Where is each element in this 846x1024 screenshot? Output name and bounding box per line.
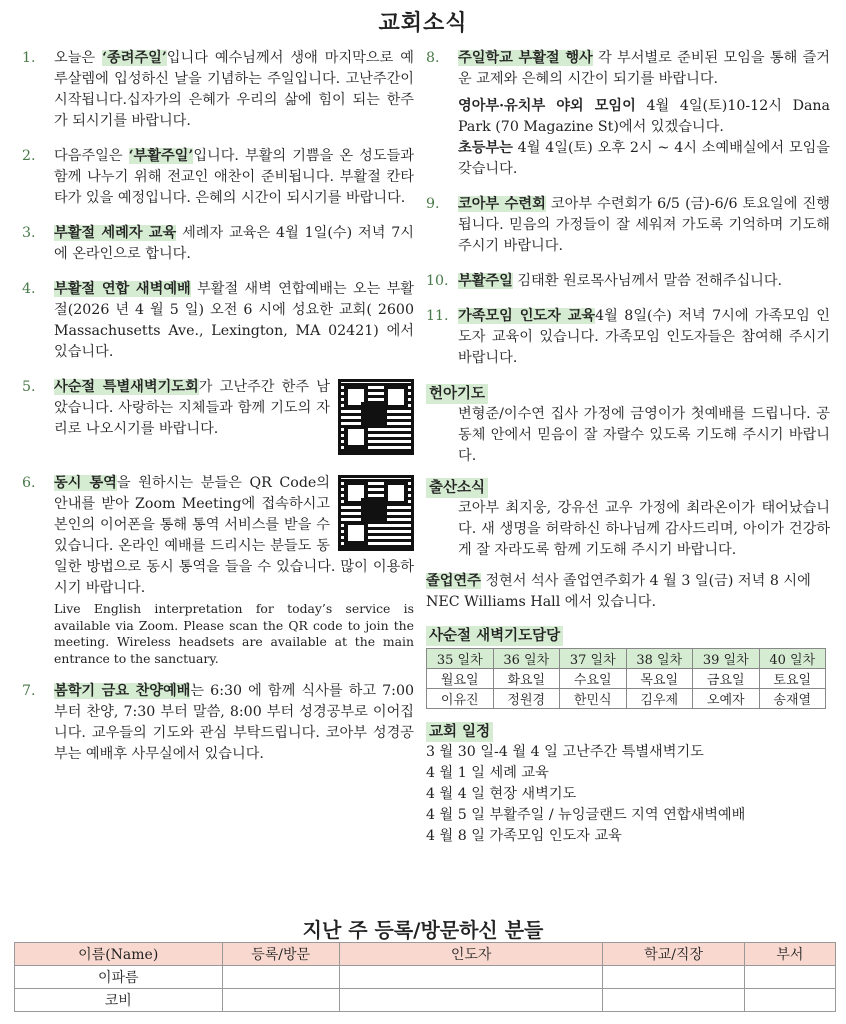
registration-cell xyxy=(222,989,339,1012)
dawn-prayer-section xyxy=(426,625,830,709)
birth-news-heading: 출산소식 xyxy=(426,478,488,498)
news-item xyxy=(22,279,414,363)
item-number: 1. xyxy=(22,50,36,66)
item-text xyxy=(54,681,414,765)
dawn-cell: 40 일차 xyxy=(759,649,826,669)
item-text xyxy=(54,473,414,667)
dawn-cell: 37 일차 xyxy=(560,649,627,669)
dawn-cell: 오예자 xyxy=(693,689,760,709)
item-text xyxy=(54,279,414,363)
church-schedule xyxy=(426,721,830,847)
news-item xyxy=(426,48,830,90)
news-item xyxy=(22,473,414,667)
item-number: 4. xyxy=(22,281,36,297)
schedule-line: 4 월 5 일 부활주일 / 뉴잉글랜드 지역 연합새벽예배 xyxy=(426,807,746,823)
registration-header: 등록/방문 xyxy=(222,943,339,966)
item8-details xyxy=(426,96,830,180)
item-text xyxy=(54,146,414,209)
sub-highlight: 초등부는 xyxy=(458,140,513,156)
item-body: 입니다. 부활의 기쁨을 온 성도들과 함께 나누기 위해 전교인 애찬이 준비됩니다. 부활절 칸타타가 있을 예정입니다. 은혜의 시간이 되시기를 바랍니다. xyxy=(54,148,414,206)
item-highlight: 주일학교 부활절 행사 xyxy=(458,50,593,66)
item-body: 는 6:30 에 함께 식사를 하고 7:00 부터 찬양, 7:30 부터 말씀, 8:00 부터 성경공부로 이어집니다. 교우들의 기도와 관심 부탁드립니다. 코아부 성경공부는 예배후 사무실에서 있습니다. xyxy=(54,683,414,762)
item-highlight: 부활절 연합 새벽예배 xyxy=(54,281,191,297)
registration-cell xyxy=(603,966,744,989)
qr-code xyxy=(338,475,414,551)
schedule-line: 4 월 8 일 가족모임 인도자 교육 xyxy=(426,828,622,844)
registration-cell: 이파름 xyxy=(15,966,223,989)
registration-header: 학교/직장 xyxy=(603,943,744,966)
birth-news xyxy=(426,477,830,561)
dawn-cell: 목요일 xyxy=(626,669,693,689)
schedule-line: 3 월 30 일-4 월 4 일 고난주간 특별새벽기도 xyxy=(426,744,704,760)
dawn-cell: 화요일 xyxy=(493,669,560,689)
dawn-cell: 38 일차 xyxy=(626,649,693,669)
registration-cell xyxy=(744,966,835,989)
schedule-line: 4 월 1 일 세례 교육 xyxy=(426,765,549,781)
item-number: 10. xyxy=(426,273,449,289)
dawn-cell: 수요일 xyxy=(560,669,627,689)
registration-cell xyxy=(603,989,744,1012)
offering-prayer-text: 변형준/이수연 집사 가정에 금영이가 첫예배를 드립니다. 공동체 안에서 믿음이 잘 자랄수 있도록 기도해 주시기 바랍니다. xyxy=(458,406,830,464)
item-text xyxy=(54,48,414,132)
offering-prayer-heading: 헌아기도 xyxy=(426,384,488,404)
item-number: 8. xyxy=(426,50,440,66)
dawn-cell: 김우제 xyxy=(626,689,693,709)
item-body: 각 부서별로 준비된 모임을 통해 즐거운 교제와 은혜의 시간이 되기를 바랍니다. xyxy=(458,50,830,87)
item-number: 5. xyxy=(22,379,36,395)
dawn-cell: 월요일 xyxy=(427,669,494,689)
item-highlight: 동시 통역 xyxy=(54,475,117,491)
dawn-cell: 36 일차 xyxy=(493,649,560,669)
item-body: 을 원하시는 분들은 QR Code의 안내를 받아 Zoom Meeting에 접속하시고 본인의 이어폰을 통해 통역 서비스를 받을 수 있습니다. 온라인 예배를 드리시는 분들도 동일한 방법으로 동시 통역을 들을 수 있습니다. 많이 이용하시기 바랍니다. xyxy=(54,475,414,596)
item-body: 4월 8일(수) 저녁 7시에 가족모임 인도자 교육이 있습니다. 가족모임 인도자들은 참여해 주시기 바랍니다. xyxy=(458,308,830,366)
item-number: 7. xyxy=(22,683,36,699)
recital-heading: 졸업연주 xyxy=(426,573,481,589)
item-text xyxy=(458,306,830,369)
item-highlight: 가족모임 인도자 교육 xyxy=(458,308,596,324)
item-body: 부활절 새벽 연합예배는 오는 부활절(2026 년 4 월 5 일) 오전 6 시에 성요한 교회( 2600 Massachusetts Ave., Lexington, MA 02421) 에서 있습니다. xyxy=(54,281,415,360)
item-body: 코아부 수련회가 6/5 (금)-6/6 토요일에 진행됩니다. 믿음의 가정들이 잘 세워져 가도록 기억하며 기도해 주시기 바랍니다. xyxy=(458,196,830,254)
item-text xyxy=(54,223,414,265)
dawn-cell: 정원경 xyxy=(493,689,560,709)
dawn-cell: 송재열 xyxy=(759,689,826,709)
right-column xyxy=(426,48,830,847)
dawn-cell: 한민식 xyxy=(560,689,627,709)
registration-cell xyxy=(339,966,603,989)
item-number: 3. xyxy=(22,225,36,241)
english-note: Live English interpretation for today’s service is available via Zoom. Please scan the QR code to join the meeting. Wireless headsets are available at the main entrance to the sanctuary. xyxy=(54,601,414,666)
sub-highlight: 영아부·유치부 야외 모임이 xyxy=(458,98,636,114)
table-row xyxy=(15,966,836,989)
dawn-heading: 사순절 새벽기도담당 xyxy=(426,626,563,646)
registration-cell xyxy=(744,989,835,1012)
item-body: 세례자 교육은 4월 1일(수) 저녁 7시에 온라인으로 합니다. xyxy=(54,225,415,262)
sub-text: 4월 4일(토)10-12시 Dana Park (70 Magazine St)에서 있겠습니다. xyxy=(458,98,830,135)
registration-header: 이름(Name) xyxy=(15,943,223,966)
dawn-table xyxy=(426,648,826,709)
news-item xyxy=(22,377,414,459)
schedule-line: 4 월 4 일 현장 새벽기도 xyxy=(426,786,577,802)
dawn-cell: 금요일 xyxy=(693,669,760,689)
registration-header: 부서 xyxy=(744,943,835,966)
item-number: 6. xyxy=(22,475,36,491)
registration-title: 지난 주 등록/방문하신 분들 xyxy=(302,918,544,942)
item-body: 가 고난주간 한주 남았습니다. 사랑하는 지체들과 함께 기도의 자리로 나오시기를 바랍니다. xyxy=(54,379,330,437)
item-body: 입니다 예수님께서 생애 마지막으로 예루살렘에 입성하신 날을 기념하는 주일입니다. 고난주간이 시작됩니다.십자가의 은혜가 우리의 삶에 힘이 되는 한주가 되시기를 바랍니다. xyxy=(54,50,414,129)
registration-table xyxy=(14,942,836,1012)
item-text xyxy=(458,271,830,292)
sub-text: 4월 4일(토) 오후 2시 ~ 4시 소예배실에서 모임을 갖습니다. xyxy=(458,140,830,177)
item-highlight: ‘종려주일’ xyxy=(102,50,167,66)
item-text xyxy=(458,48,830,90)
table-row xyxy=(15,989,836,1012)
dawn-cell: 토요일 xyxy=(759,669,826,689)
item-prefix: 오늘은 xyxy=(54,50,103,66)
birth-news-text: 코아부 최지웅, 강유선 교우 가정에 최라온이가 태어났습니다. 새 생명을 허락하신 하나님께 감사드리며, 아이가 건강하게 잘 자라도록 함께 기도해 주시기 바랍니다. xyxy=(458,500,830,558)
news-item xyxy=(426,306,830,369)
item-prefix: 다음주일은 xyxy=(54,148,129,164)
registration-cell xyxy=(222,966,339,989)
dawn-cell: 39 일차 xyxy=(693,649,760,669)
news-item xyxy=(22,223,414,265)
registration-cell xyxy=(339,989,603,1012)
item-highlight: 부활주일 xyxy=(458,273,513,289)
item-highlight: 봄학기 금요 찬양예배 xyxy=(54,683,191,699)
dawn-cell: 이유진 xyxy=(427,689,494,709)
page-title: 교회소식 xyxy=(378,10,468,36)
item-number: 2. xyxy=(22,148,36,164)
news-item xyxy=(426,271,830,292)
item-text xyxy=(458,194,830,257)
dawn-cell: 35 일차 xyxy=(427,649,494,669)
news-item xyxy=(22,681,414,765)
recital-text: 정현서 석사 졸업연주회가 4 월 3 일(금) 저녁 8 시에 NEC Williams Hall 에서 있습니다. xyxy=(426,573,811,610)
offering-prayer xyxy=(426,383,830,467)
recital-news xyxy=(426,571,830,613)
item-body: 김태환 원로목사님께서 말씀 전해주십니다. xyxy=(512,273,783,289)
item-highlight: ‘부활주일’ xyxy=(128,148,194,164)
item-highlight: 부활절 세례자 교육 xyxy=(54,225,177,241)
qr-code xyxy=(338,379,414,455)
registration-header: 인도자 xyxy=(339,943,603,966)
left-column xyxy=(22,48,414,779)
item-number: 9. xyxy=(426,196,440,212)
registration-cell: 코비 xyxy=(15,989,223,1012)
item-text xyxy=(54,377,414,459)
schedule-heading: 교회 일정 xyxy=(426,722,493,742)
news-item xyxy=(426,194,830,257)
item-number: 11. xyxy=(426,308,449,324)
news-item xyxy=(22,48,414,132)
item-highlight: 코아부 수련회 xyxy=(458,196,546,212)
news-item xyxy=(22,146,414,209)
item-highlight: 사순절 특별새벽기도회 xyxy=(54,379,199,395)
